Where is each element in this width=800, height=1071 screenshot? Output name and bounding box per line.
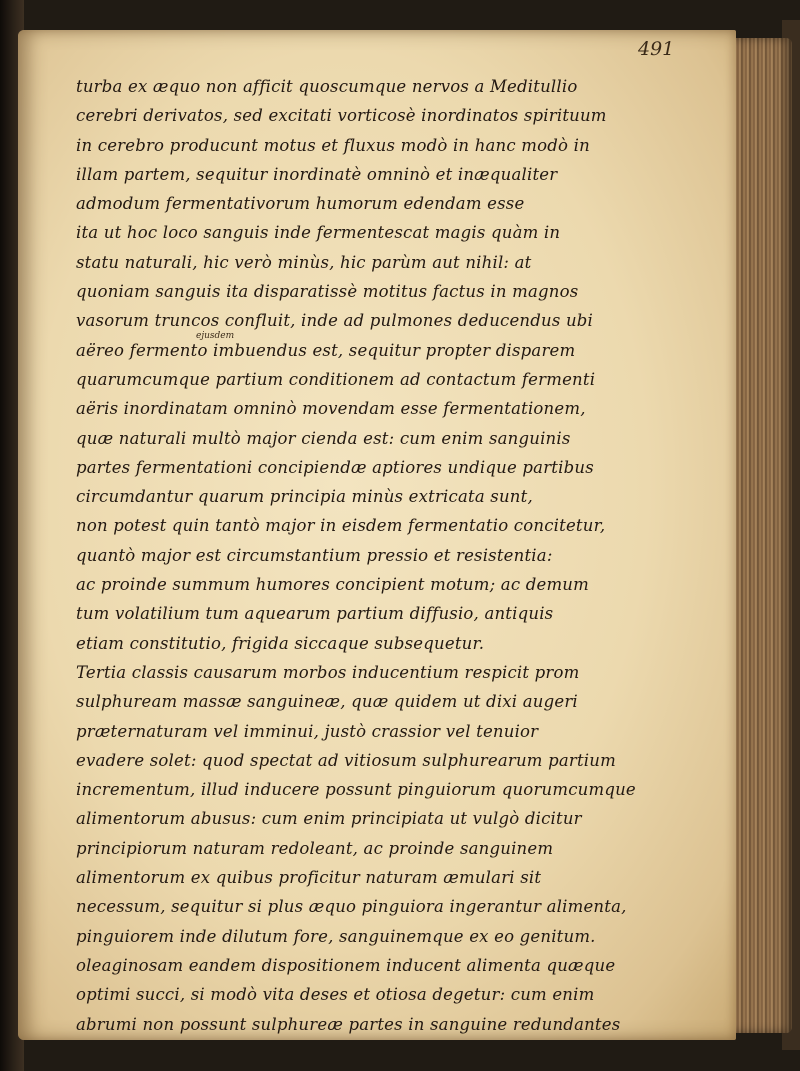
page-edges: [734, 38, 792, 1033]
text-line: turba ex æquo non afficit quoscumque nervos a Meditullio: [76, 77, 578, 96]
text-line: optimi succi, si modò vita deses et otiosa degetur: cum enim: [76, 985, 595, 1005]
text-line: ita ut hoc loco sanguis inde fermentescat magis quàm in: [76, 223, 561, 243]
text-line: oleaginosam eandem dispositionem inducent alimenta quæque: [76, 955, 616, 975]
text-line: sulphuream massæ sanguineæ, quæ quidem ut dixi augeri: [76, 692, 578, 712]
text-line: necessum, sequitur si plus æquo pinguiora ingerantur alimenta,: [76, 897, 627, 917]
text-line: præternaturam vel imminui, justò crassior vel tenuior: [76, 721, 539, 741]
text-line: quarumcumque partium conditionem ad contactum fermenti: [76, 369, 596, 389]
text-line: alimentorum abusus: cum enim principiata ut vulgò dicitur: [76, 809, 582, 829]
text-line: aëreo fermento imbuendus est, sequitur propter disparem: [76, 340, 576, 360]
text-line: Tertia classis causarum morbos inducentium respicit prom: [76, 662, 580, 682]
text-line: in cerebro producunt motus et fluxus modò in hanc modò in: [76, 135, 590, 155]
text-line: illam partem, sequitur inordinatè omninò et inæqualiter: [76, 164, 558, 184]
folio-number: 491: [638, 38, 675, 60]
text-line: ac proinde summum humores concipient motum; ac demum: [76, 575, 589, 595]
interlinear-note: ejusdem: [196, 331, 235, 341]
text-line: evadere solet: quod spectat ad vitiosum sulphurearum partium: [76, 750, 616, 770]
text-line: quantò major est circumstantium pressio et resistentia:: [76, 545, 553, 565]
text-line: incrementum, illud inducere possunt pinguiorum quorumcumque: [76, 780, 636, 800]
text-line: quoniam sanguis ita disparatissè motitus factus in magnos: [76, 282, 579, 302]
text-line: aëris inordinatam omninò movendam esse fermentationem,: [76, 399, 586, 419]
text-line: cerebri derivatos, sed excitati vorticosè inordinatos spirituum: [76, 106, 607, 126]
text-line: circumdantur quarum principia minùs extricata sunt,: [76, 487, 533, 507]
text-line: etiam constitutio, frigida siccaque subsequetur.: [76, 633, 485, 653]
text-line: admodum fermentativorum humorum edendam esse: [76, 194, 525, 214]
text-line: pinguiorem inde dilutum fore, sanguinemque ex eo genitum.: [76, 926, 596, 946]
text-line: alimentorum ex quibus proficitur naturam æmulari sit: [76, 868, 542, 888]
text-line: vasorum truncos confluit, inde ad pulmones deducendus ubi: [76, 311, 594, 331]
manuscript-text: [76, 72, 642, 1039]
text-line: statu naturali, hic verò minùs, hic parùm aut nihil: at: [76, 252, 532, 272]
text-line: principiorum naturam redoleant, ac proinde sanguinem: [76, 838, 554, 858]
text-line: partes fermentationi concipiendæ aptiores undique partibus: [76, 457, 594, 477]
text-line: tum volatilium tum aquearum partium diffusio, antiquis: [76, 604, 554, 624]
text-line: abrumi non possunt sulphureæ partes in sanguine redundantes: [76, 1014, 621, 1034]
text-line: quæ naturali multò major cienda est: cum enim sanguinis: [76, 428, 571, 448]
text-line: non potest quin tantò major in eisdem fermentatio concitetur,: [76, 516, 606, 536]
